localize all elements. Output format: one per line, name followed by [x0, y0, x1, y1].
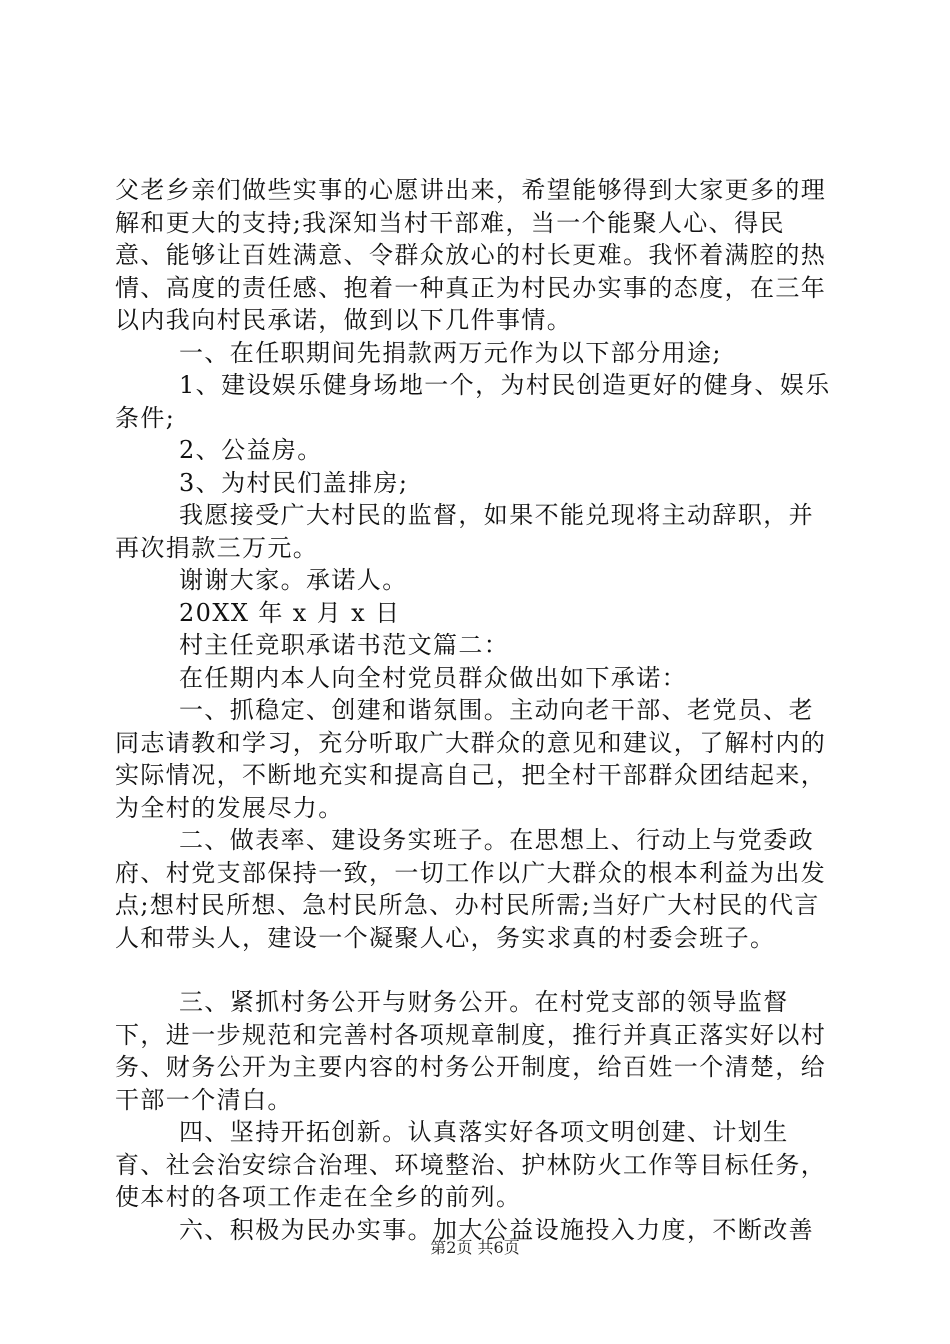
paragraph-intro-continued: 父老乡亲们做些实事的心愿讲出来，希望能够得到大家更多的理解和更大的支持;我深知当村干部难，当一个能聚人心、得民意、能够让百姓满意、令群众放心的村长更难。我怀着满腔的热情、高度的责任感、抱着一种真正为村民办实事的态度，在三年以内我向村民承诺，做到以下几件事情。	[115, 176, 827, 334]
paragraph-pledge-one: 一、在任职期间先捐款两万元作为以下部分用途;	[179, 338, 722, 367]
paragraph-point-three: 三、紧抓村务公开与财务公开。在村党支部的领导监督下，进一步规范和完善村各项规章制度，推行并真正落实好以村务、财务公开为主要内容的村务公开制度，给百姓一个清楚，给干部一个清白。	[115, 988, 827, 1114]
paragraph-gap	[115, 954, 835, 986]
paragraph-thanks: 谢谢大家。承诺人。	[179, 566, 408, 594]
paragraph-pledge-intro: 在任期内本人向全村党员群众做出如下承诺：	[179, 663, 687, 692]
document-body	[115, 174, 835, 1246]
paragraph-item-1: 1、建设娱乐健身场地一个，为村民创造更好的健身、娱乐条件;	[115, 371, 831, 432]
page-number: 第2页 共6页	[430, 1238, 520, 1257]
paragraph-item-3: 3、为村民们盖排房;	[179, 468, 409, 497]
section-title-part-two: 村主任竞职承诺书范文篇二：	[179, 631, 510, 659]
paragraph-item-2: 2、公益房。	[179, 436, 323, 464]
paragraph-point-four: 四、坚持开拓创新。认真落实好各项文明创建、计划生育、社会治安综合治理、环境整治、护林防火工作等目标任务，使本村的各项工作走在全乡的前列。	[115, 1118, 827, 1211]
paragraph-point-two: 二、做表率、建设务实班子。在思想上、行动上与党委政府、村党支部保持一致，一切工作以广大群众的根本利益为出发点;想村民所想、急村民所急、办村民所需;当好广大村民的代言人和带头人，建设一个凝聚人心，务实求真的村委会班子。	[115, 826, 827, 952]
paragraph-point-six: 六、积极为民办实事。加大公益设施投入力度，不断改善	[179, 1215, 814, 1244]
paragraph-supervision: 我愿接受广大村民的监督，如果不能兑现将主动辞职，并再次捐款三万元。	[115, 501, 814, 562]
page-footer	[0, 1238, 950, 1258]
paragraph-point-one: 一、抓稳定、创建和谐氛围。主动向老干部、老党员、老同志请教和学习，充分听取广大群众的意见和建议，了解村内的实际情况，不断地充实和提高自己，把全村干部群众团结起来，为全村的发展尽力。	[115, 696, 827, 822]
paragraph-date: 20XX 年 x 月 x 日	[179, 598, 401, 627]
